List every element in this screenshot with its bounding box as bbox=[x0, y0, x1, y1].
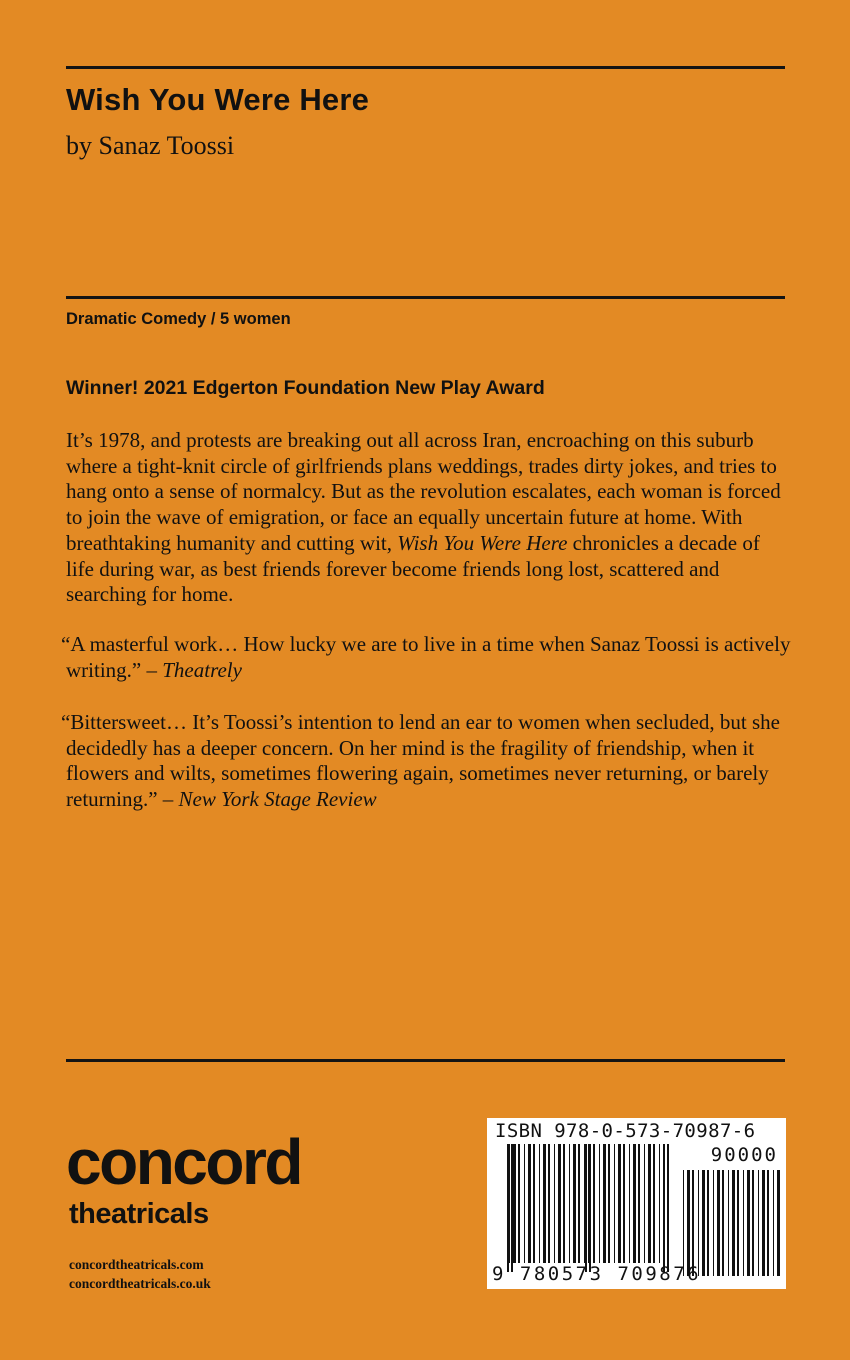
barcode-bar bbox=[638, 1144, 640, 1263]
quote-source: Theatrely bbox=[162, 657, 242, 682]
synopsis bbox=[66, 428, 792, 608]
barcode-bar bbox=[548, 1144, 550, 1263]
barcode-bar bbox=[554, 1144, 555, 1263]
barcode-guard-bar bbox=[511, 1144, 513, 1272]
barcode-bar bbox=[737, 1170, 739, 1276]
barcode-bar bbox=[569, 1144, 570, 1263]
barcode-bar bbox=[608, 1144, 610, 1263]
genre-cast: Dramatic Comedy / 5 women bbox=[66, 310, 291, 328]
barcode-bar bbox=[543, 1144, 546, 1263]
barcode-bar bbox=[767, 1170, 769, 1276]
barcode-bar bbox=[762, 1170, 765, 1276]
barcode-bar bbox=[717, 1170, 720, 1276]
barcode-bar bbox=[593, 1144, 595, 1263]
section-rule bbox=[66, 296, 785, 299]
top-rule bbox=[66, 66, 785, 69]
synopsis-title-italic: Wish You Were Here bbox=[397, 530, 568, 555]
isbn-barcode bbox=[487, 1118, 786, 1289]
author-byline: by Sanaz Toossi bbox=[66, 131, 235, 160]
barcode-bar bbox=[698, 1170, 699, 1276]
barcode-bar bbox=[648, 1144, 651, 1263]
barcode-bar bbox=[614, 1144, 615, 1263]
barcode-bar bbox=[732, 1170, 735, 1276]
barcode-bar bbox=[659, 1144, 660, 1263]
barcode-bar bbox=[773, 1170, 774, 1276]
quote-text: “Bittersweet… It’s Toossi’s intention to lend an ear to women when secluded, but she decidedly has a deeper concern. On her mind is the fragility of friendship, when it flowers and wilts, sometimes flowering again, sometimes never returning, or barely returning.” – bbox=[61, 710, 781, 812]
barcode-bar bbox=[563, 1144, 565, 1263]
synopsis-text-after: chronicles a decade of life during war, as best friends forever become friends long lost, scattered and searching for home. bbox=[66, 530, 760, 607]
barcode-guard-bar bbox=[663, 1144, 665, 1272]
logo-subwordmark: theatricals bbox=[69, 1198, 209, 1230]
barcode-bar bbox=[539, 1144, 540, 1263]
footer-rule bbox=[66, 1059, 785, 1062]
barcode-bar bbox=[533, 1144, 535, 1263]
barcode-bar bbox=[524, 1144, 525, 1263]
barcode-bar bbox=[599, 1144, 600, 1263]
publisher-url-us[interactable]: concordtheatricals.com bbox=[69, 1257, 204, 1272]
barcode-bar bbox=[653, 1144, 655, 1263]
barcode-guard-bar bbox=[589, 1144, 591, 1272]
barcode-bar bbox=[584, 1144, 585, 1263]
barcode-bar bbox=[728, 1170, 729, 1276]
barcode-bar bbox=[509, 1144, 510, 1263]
barcode-bar bbox=[777, 1170, 780, 1276]
book-title: Wish You Were Here bbox=[66, 82, 370, 117]
barcode-bar bbox=[618, 1144, 621, 1263]
barcode-bar bbox=[513, 1144, 516, 1263]
barcode-bar bbox=[578, 1144, 580, 1263]
barcode-bar bbox=[644, 1144, 645, 1263]
barcode-bar bbox=[707, 1170, 709, 1276]
barcode-bar bbox=[687, 1170, 690, 1276]
barcode-bar bbox=[683, 1170, 684, 1276]
review-quote bbox=[61, 632, 792, 683]
barcode-bar bbox=[747, 1170, 750, 1276]
barcode-bar bbox=[713, 1170, 714, 1276]
review-quote bbox=[61, 710, 792, 813]
isbn-label: ISBN 978-0-573-70987-6 bbox=[495, 1120, 756, 1142]
ean-digits: 9 780573 709876 bbox=[492, 1263, 702, 1285]
barcode-bar bbox=[702, 1170, 705, 1276]
barcode-bar bbox=[758, 1170, 759, 1276]
barcode-bar bbox=[743, 1170, 744, 1276]
barcode-bar bbox=[633, 1144, 636, 1263]
quote-text: “A masterful work… How lucky we are to live in a time when Sanaz Toossi is actively writing.” – bbox=[61, 632, 791, 682]
barcode-guard-bar bbox=[507, 1144, 509, 1272]
award-line: Winner! 2021 Edgerton Foundation New Play Award bbox=[66, 377, 545, 399]
quote-source: New York Stage Review bbox=[178, 787, 377, 812]
barcode-bar bbox=[558, 1144, 561, 1263]
price-addon-code: 90000 bbox=[710, 1144, 778, 1166]
synopsis-text-before: It’s 1978, and protests are breaking out all across Iran, encroaching on this suburb where a tight-knit circle of girlfriends plans weddings, trades dirty jokes, and tries to hang onto a sense of normalcy. But as the revolution escalates, each woman is forced to join the wave of emigration, or face an equally uncertain future at home. With breathtaking humanity and cutting wit, bbox=[66, 428, 781, 555]
barcode-bar bbox=[692, 1170, 694, 1276]
barcode-bar bbox=[752, 1170, 754, 1276]
barcode-bar bbox=[528, 1144, 531, 1263]
publisher-url-uk[interactable]: concordtheatricals.co.uk bbox=[69, 1276, 211, 1291]
barcode-bar bbox=[722, 1170, 724, 1276]
barcode-bar bbox=[603, 1144, 606, 1263]
logo-wordmark: concord bbox=[66, 1126, 301, 1198]
barcode-bar bbox=[518, 1144, 520, 1263]
barcode-bar bbox=[573, 1144, 576, 1263]
barcode-bar bbox=[629, 1144, 630, 1263]
publisher-logo bbox=[66, 1126, 301, 1230]
barcode-guard-bar bbox=[585, 1144, 587, 1272]
barcode-bar bbox=[623, 1144, 625, 1263]
barcode-guard-bar bbox=[667, 1144, 669, 1272]
